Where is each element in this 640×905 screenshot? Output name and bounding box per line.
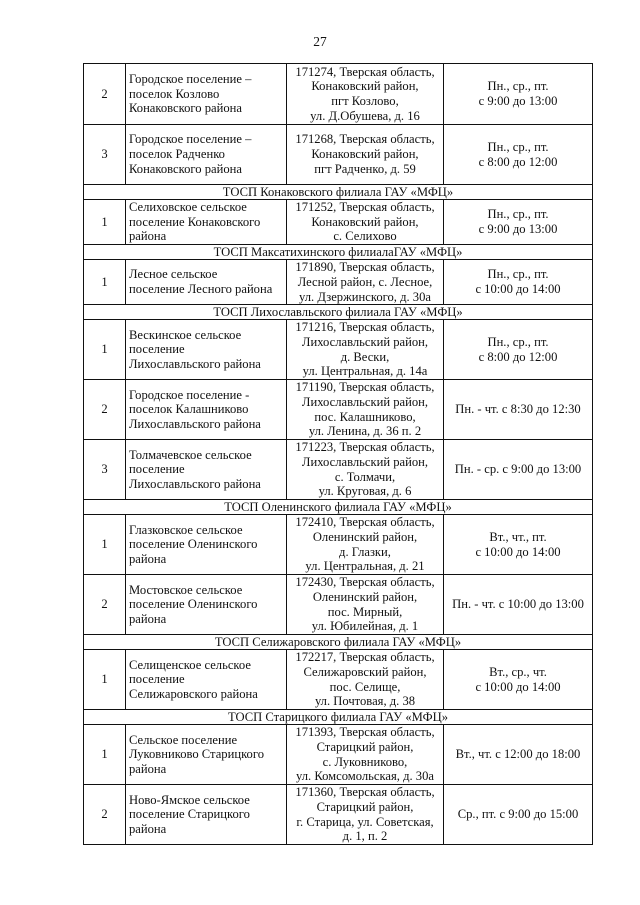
office-address-line: г. Старица, ул. Советская,	[296, 814, 434, 829]
office-address	[287, 575, 444, 635]
settlement-name-line: Сельское поселение	[129, 732, 238, 747]
table-body	[84, 64, 593, 845]
working-hours-line: Пн., ср., пт.	[487, 207, 549, 222]
table-row	[84, 260, 593, 305]
office-address-line: ул. Почтовая, д. 38	[314, 694, 416, 709]
office-address-line: ул. Д.Обушева, д. 16	[310, 108, 420, 123]
working-hours-line: с 10:00 до 14:00	[475, 544, 561, 559]
row-number: 1	[84, 320, 126, 380]
table-row	[84, 725, 593, 785]
office-address-line: пос. Селище,	[329, 679, 401, 694]
working-hours-line: с 10:00 до 14:00	[475, 282, 561, 297]
office-address-line: ул. Центральная, д. 21	[305, 559, 425, 574]
office-address-line: ул. Юбилейная, д. 1	[311, 619, 419, 634]
settlement-name	[126, 320, 287, 380]
working-hours-line: с 8:00 до 12:00	[478, 349, 558, 364]
office-address-line: Лихославльский район,	[301, 455, 429, 470]
working-hours	[444, 125, 593, 185]
office-address-line: 171274, Тверская область,	[295, 64, 435, 79]
section-header-row	[84, 500, 593, 515]
settlement-name-line: поселение Оленинского	[129, 537, 258, 552]
working-hours-line: Вт., чт. с 12:00 до 18:00	[455, 747, 581, 762]
working-hours-line: с 9:00 до 13:00	[478, 94, 558, 108]
office-address-line: ул. Комсомольская, д. 30а	[296, 769, 434, 784]
office-address-line: пос. Калашниково,	[314, 409, 416, 424]
settlement-name	[126, 650, 287, 710]
settlement-name-line: района	[129, 612, 167, 627]
settlement-name-line: поселение Оленинского	[129, 597, 258, 612]
section-title: ТОСП Лихославльского филиала ГАУ «МФЦ»	[84, 305, 593, 320]
table-row	[84, 515, 593, 575]
settlement-name-line: Толмачевское сельское	[129, 447, 252, 462]
office-address-line: 171268, Тверская область,	[295, 132, 435, 147]
settlement-name-line: поселок Козлово	[129, 86, 220, 101]
settlement-name-line: Луковниково Старицкого	[129, 747, 264, 762]
office-address-line: 172430, Тверская область,	[295, 575, 435, 590]
office-address	[287, 320, 444, 380]
settlement-name-line: района	[129, 762, 167, 777]
working-hours	[444, 64, 593, 125]
settlement-name	[126, 515, 287, 575]
section-title: ТОСП Селижаровского филиала ГАУ «МФЦ»	[84, 635, 593, 650]
settlement-name-line: Вескинское сельское	[129, 327, 242, 342]
row-number: 1	[84, 260, 126, 305]
settlement-name-line: поселок Радченко	[129, 147, 225, 162]
working-hours-line: с 10:00 до 14:00	[475, 679, 561, 694]
settlement-name-line: района	[129, 822, 167, 837]
office-address-line: Селижаровский район,	[303, 665, 427, 680]
row-number: 2	[84, 380, 126, 440]
table-row	[84, 320, 593, 380]
office-address	[287, 650, 444, 710]
working-hours-line: с 8:00 до 12:00	[478, 154, 558, 169]
working-hours-line: Пн., ср., пт.	[487, 79, 549, 94]
working-hours	[444, 650, 593, 710]
office-address-line: ул. Круговая, д. 6	[318, 484, 412, 499]
working-hours-line: Вт., ср., чт.	[489, 665, 547, 680]
office-address-line: ул. Дзержинского, д. 30а	[299, 289, 431, 304]
office-address-line: Лихославльский район,	[301, 335, 429, 350]
working-hours-line: Пн., ср., пт.	[487, 267, 549, 282]
office-address-line: Конаковский район,	[311, 147, 419, 162]
settlement-name	[126, 575, 287, 635]
working-hours	[444, 575, 593, 635]
settlement-name	[126, 260, 287, 305]
section-header-row	[84, 245, 593, 260]
office-address-line: 172217, Тверская область,	[295, 650, 435, 665]
settlement-name	[126, 64, 287, 125]
office-address-line: с. Селихово	[333, 229, 397, 244]
office-address-line: пгт Козлово,	[331, 94, 399, 108]
row-number: 1	[84, 515, 126, 575]
table-row	[84, 440, 593, 500]
office-address-line: Оленинский район,	[312, 530, 418, 545]
settlement-name-line: поселок Калашниково	[129, 402, 249, 417]
working-hours	[444, 260, 593, 305]
working-hours	[444, 515, 593, 575]
page-number: 27	[313, 34, 327, 49]
table-row	[84, 575, 593, 635]
settlement-name	[126, 125, 287, 185]
settlement-name	[126, 440, 287, 500]
office-address-line: 171216, Тверская область,	[295, 320, 435, 335]
section-title: ТОСП Старицкого филиала ГАУ «МФЦ»	[84, 710, 593, 725]
settlement-name-line: Мостовское сельское	[129, 582, 243, 597]
settlement-name-line: поселение Лесного района	[129, 282, 273, 297]
settlement-name-line: Ново-Ямское сельское	[129, 792, 250, 807]
office-address-line: Конаковский район,	[311, 214, 419, 229]
table-row	[84, 785, 593, 845]
office-address-line: 171223, Тверская область,	[295, 440, 435, 455]
section-header-row	[84, 185, 593, 200]
office-address-line: Старицкий район,	[316, 740, 414, 755]
settlement-name-line: поселение Старицкого	[129, 807, 250, 822]
row-number: 2	[84, 575, 126, 635]
row-number: 3	[84, 125, 126, 185]
table-row	[84, 200, 593, 245]
working-hours	[444, 380, 593, 440]
office-address-line: Старицкий район,	[316, 800, 414, 815]
office-address	[287, 725, 444, 785]
settlement-name-line: Лихославльского района	[129, 477, 261, 492]
settlement-name-line: поселение	[129, 672, 185, 687]
settlement-name-line: Глазковское сельское	[129, 522, 243, 537]
section-title: ТОСП Конаковского филиала ГАУ «МФЦ»	[84, 185, 593, 200]
office-address	[287, 125, 444, 185]
office-address-line: пос. Мирный,	[327, 604, 403, 619]
settlement-name	[126, 725, 287, 785]
working-hours-line: Пн. - ср. с 9:00 до 13:00	[454, 462, 582, 477]
office-address-line: с. Луковниково,	[322, 754, 408, 769]
settlement-name-line: района	[129, 229, 167, 244]
office-address-line: пгт Радченко, д. 59	[314, 161, 416, 176]
section-header-row	[84, 305, 593, 320]
office-address-line: ул. Ленина, д. 36 п. 2	[308, 424, 422, 439]
row-number: 1	[84, 725, 126, 785]
office-address-line: 172410, Тверская область,	[295, 515, 435, 530]
working-hours	[444, 725, 593, 785]
settlement-name-line: Конаковского района	[129, 101, 242, 116]
working-hours-line: Пн., ср., пт.	[487, 335, 549, 350]
office-address-line: Конаковский район,	[311, 79, 419, 94]
table-row	[84, 125, 593, 185]
settlement-name-line: района	[129, 552, 167, 567]
mfc-office-table	[83, 63, 593, 845]
working-hours-line: Ср., пт. с 9:00 до 15:00	[457, 807, 579, 822]
settlement-name	[126, 380, 287, 440]
section-title: ТОСП Максатихинского филиалаГАУ «МФЦ»	[84, 245, 593, 260]
working-hours-line: Пн., ср., пт.	[487, 139, 549, 154]
settlement-name-line: Конаковского района	[129, 161, 242, 176]
working-hours-line: Вт., чт., пт.	[489, 530, 547, 545]
settlement-name-line: Городское поселение -	[129, 387, 250, 402]
working-hours	[444, 440, 593, 500]
working-hours	[444, 200, 593, 245]
table-row	[84, 64, 593, 125]
office-address	[287, 200, 444, 245]
office-address-line: Лесной район, с. Лесное,	[297, 274, 433, 289]
row-number: 1	[84, 200, 126, 245]
office-address-line: д. 1, п. 2	[342, 829, 388, 844]
row-number: 2	[84, 785, 126, 845]
settlement-name-line: Городское поселение –	[129, 71, 252, 86]
row-number: 3	[84, 440, 126, 500]
table-row	[84, 380, 593, 440]
office-address	[287, 515, 444, 575]
settlement-name-line: Селищенское сельское	[129, 657, 251, 672]
section-header-row	[84, 710, 593, 725]
working-hours-line: Пн. - чт. с 10:00 до 13:00	[452, 597, 584, 612]
settlement-name-line: поселение Конаковского	[129, 214, 261, 229]
office-address	[287, 785, 444, 845]
settlement-name-line: Селижаровского района	[129, 687, 258, 702]
settlement-name-line: Лихославльского района	[129, 417, 261, 432]
office-address-line: Оленинский район,	[312, 590, 418, 605]
settlement-name-line: Лесное сельское	[129, 267, 218, 282]
office-address-line: 171890, Тверская область,	[295, 260, 435, 275]
settlement-name-line: Лихославльского района	[129, 357, 261, 372]
office-address-line: с. Толмачи,	[334, 469, 396, 484]
office-address	[287, 64, 444, 125]
settlement-name	[126, 200, 287, 245]
settlement-name-line: поселение	[129, 342, 185, 357]
office-address	[287, 440, 444, 500]
office-address-line: 171360, Тверская область,	[295, 785, 435, 800]
office-address	[287, 260, 444, 305]
office-address-line: 171393, Тверская область,	[295, 725, 435, 740]
settlement-name-line: Городское поселение –	[129, 132, 252, 147]
row-number: 2	[84, 64, 126, 125]
section-title: ТОСП Оленинского филиала ГАУ «МФЦ»	[84, 500, 593, 515]
row-number: 1	[84, 650, 126, 710]
settlement-name-line: поселение	[129, 462, 185, 477]
settlement-name-line: Селиховское сельское	[129, 200, 247, 214]
office-address-line: д. Вески,	[340, 349, 390, 364]
settlement-name	[126, 785, 287, 845]
working-hours	[444, 320, 593, 380]
working-hours-line: Пн. - чт. с 8:30 до 12:30	[455, 402, 581, 417]
table-row	[84, 650, 593, 710]
office-address	[287, 380, 444, 440]
section-header-row	[84, 635, 593, 650]
office-address-line: Лихославльский район,	[301, 395, 429, 410]
office-address-line: 171190, Тверская область,	[295, 380, 435, 395]
office-address-line: д. Глазки,	[339, 544, 391, 559]
working-hours	[444, 785, 593, 845]
office-address-line: ул. Центральная, д. 14а	[302, 364, 428, 379]
office-address-line: 171252, Тверская область,	[295, 200, 435, 214]
working-hours-line: с 9:00 до 13:00	[478, 222, 558, 237]
